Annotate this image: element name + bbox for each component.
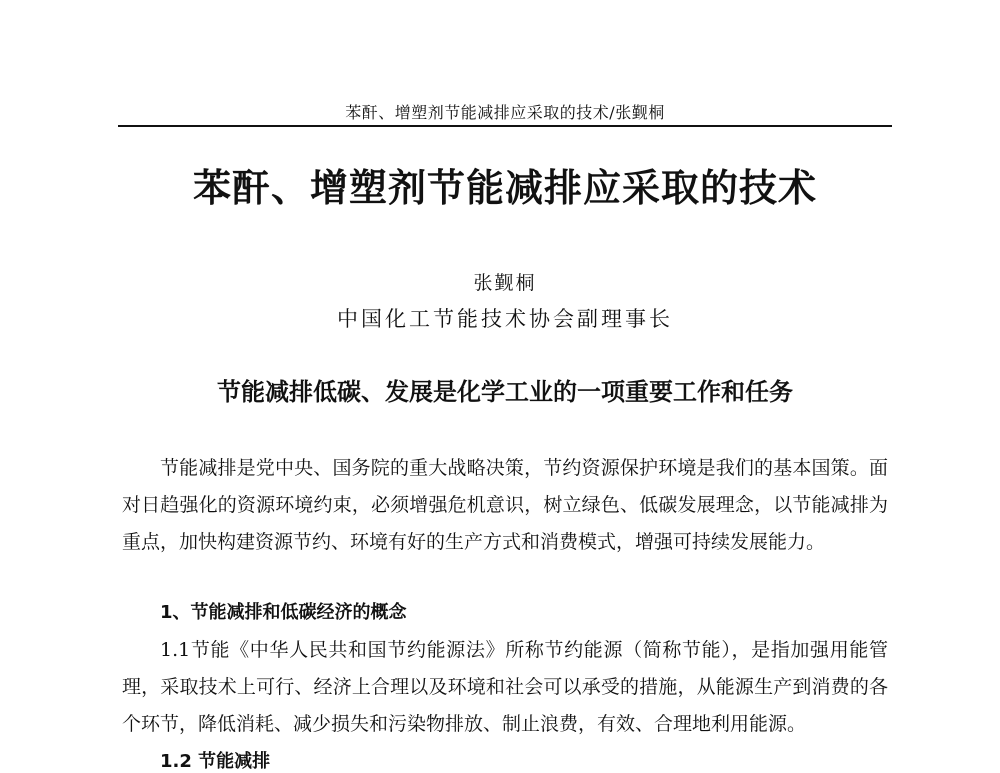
running-header: 苯酐、增塑剂节能减排应采取的技术/张觐桐 [345,103,665,122]
paragraph-energy-saving: 1.1节能《中华人民共和国节约能源法》所称节约能源（简称节能），是指加强用能管理，采取技术上可行、经济上合理以及环境和社会可以承受的措施，从能源生产到消费的各个环节，降低消耗、减少损失和污染物排放、制止浪费，有效、合理地利用能源。 [122,639,888,735]
section-heading: 1、节能减排和低碳经济的概念 [160,602,407,623]
article-title: 苯酐、增塑剂节能减排应采取的技术 [192,165,817,210]
paragraph-intro: 节能减排是党中央、国务院的重大战略决策，节约资源保护环境是我们的基本国策。面对日趋强化的资源环境约束，必须增强危机意识，树立绿色、低碳发展理念，以节能减排为重点，加快构建资源节约、环境有好的生产方式和消费模式，增强可持续发展能力。 [122,457,888,553]
author-affiliation: 中国化工节能技术协会副理事长 [337,307,673,331]
section-subtitle: 节能减排低碳、发展是化学工业的一项重要工作和任务 [217,378,793,406]
author-name: 张觐桐 [473,272,537,294]
subsection-heading: 1.2 节能减排 [160,751,271,772]
header-rule [118,125,892,127]
